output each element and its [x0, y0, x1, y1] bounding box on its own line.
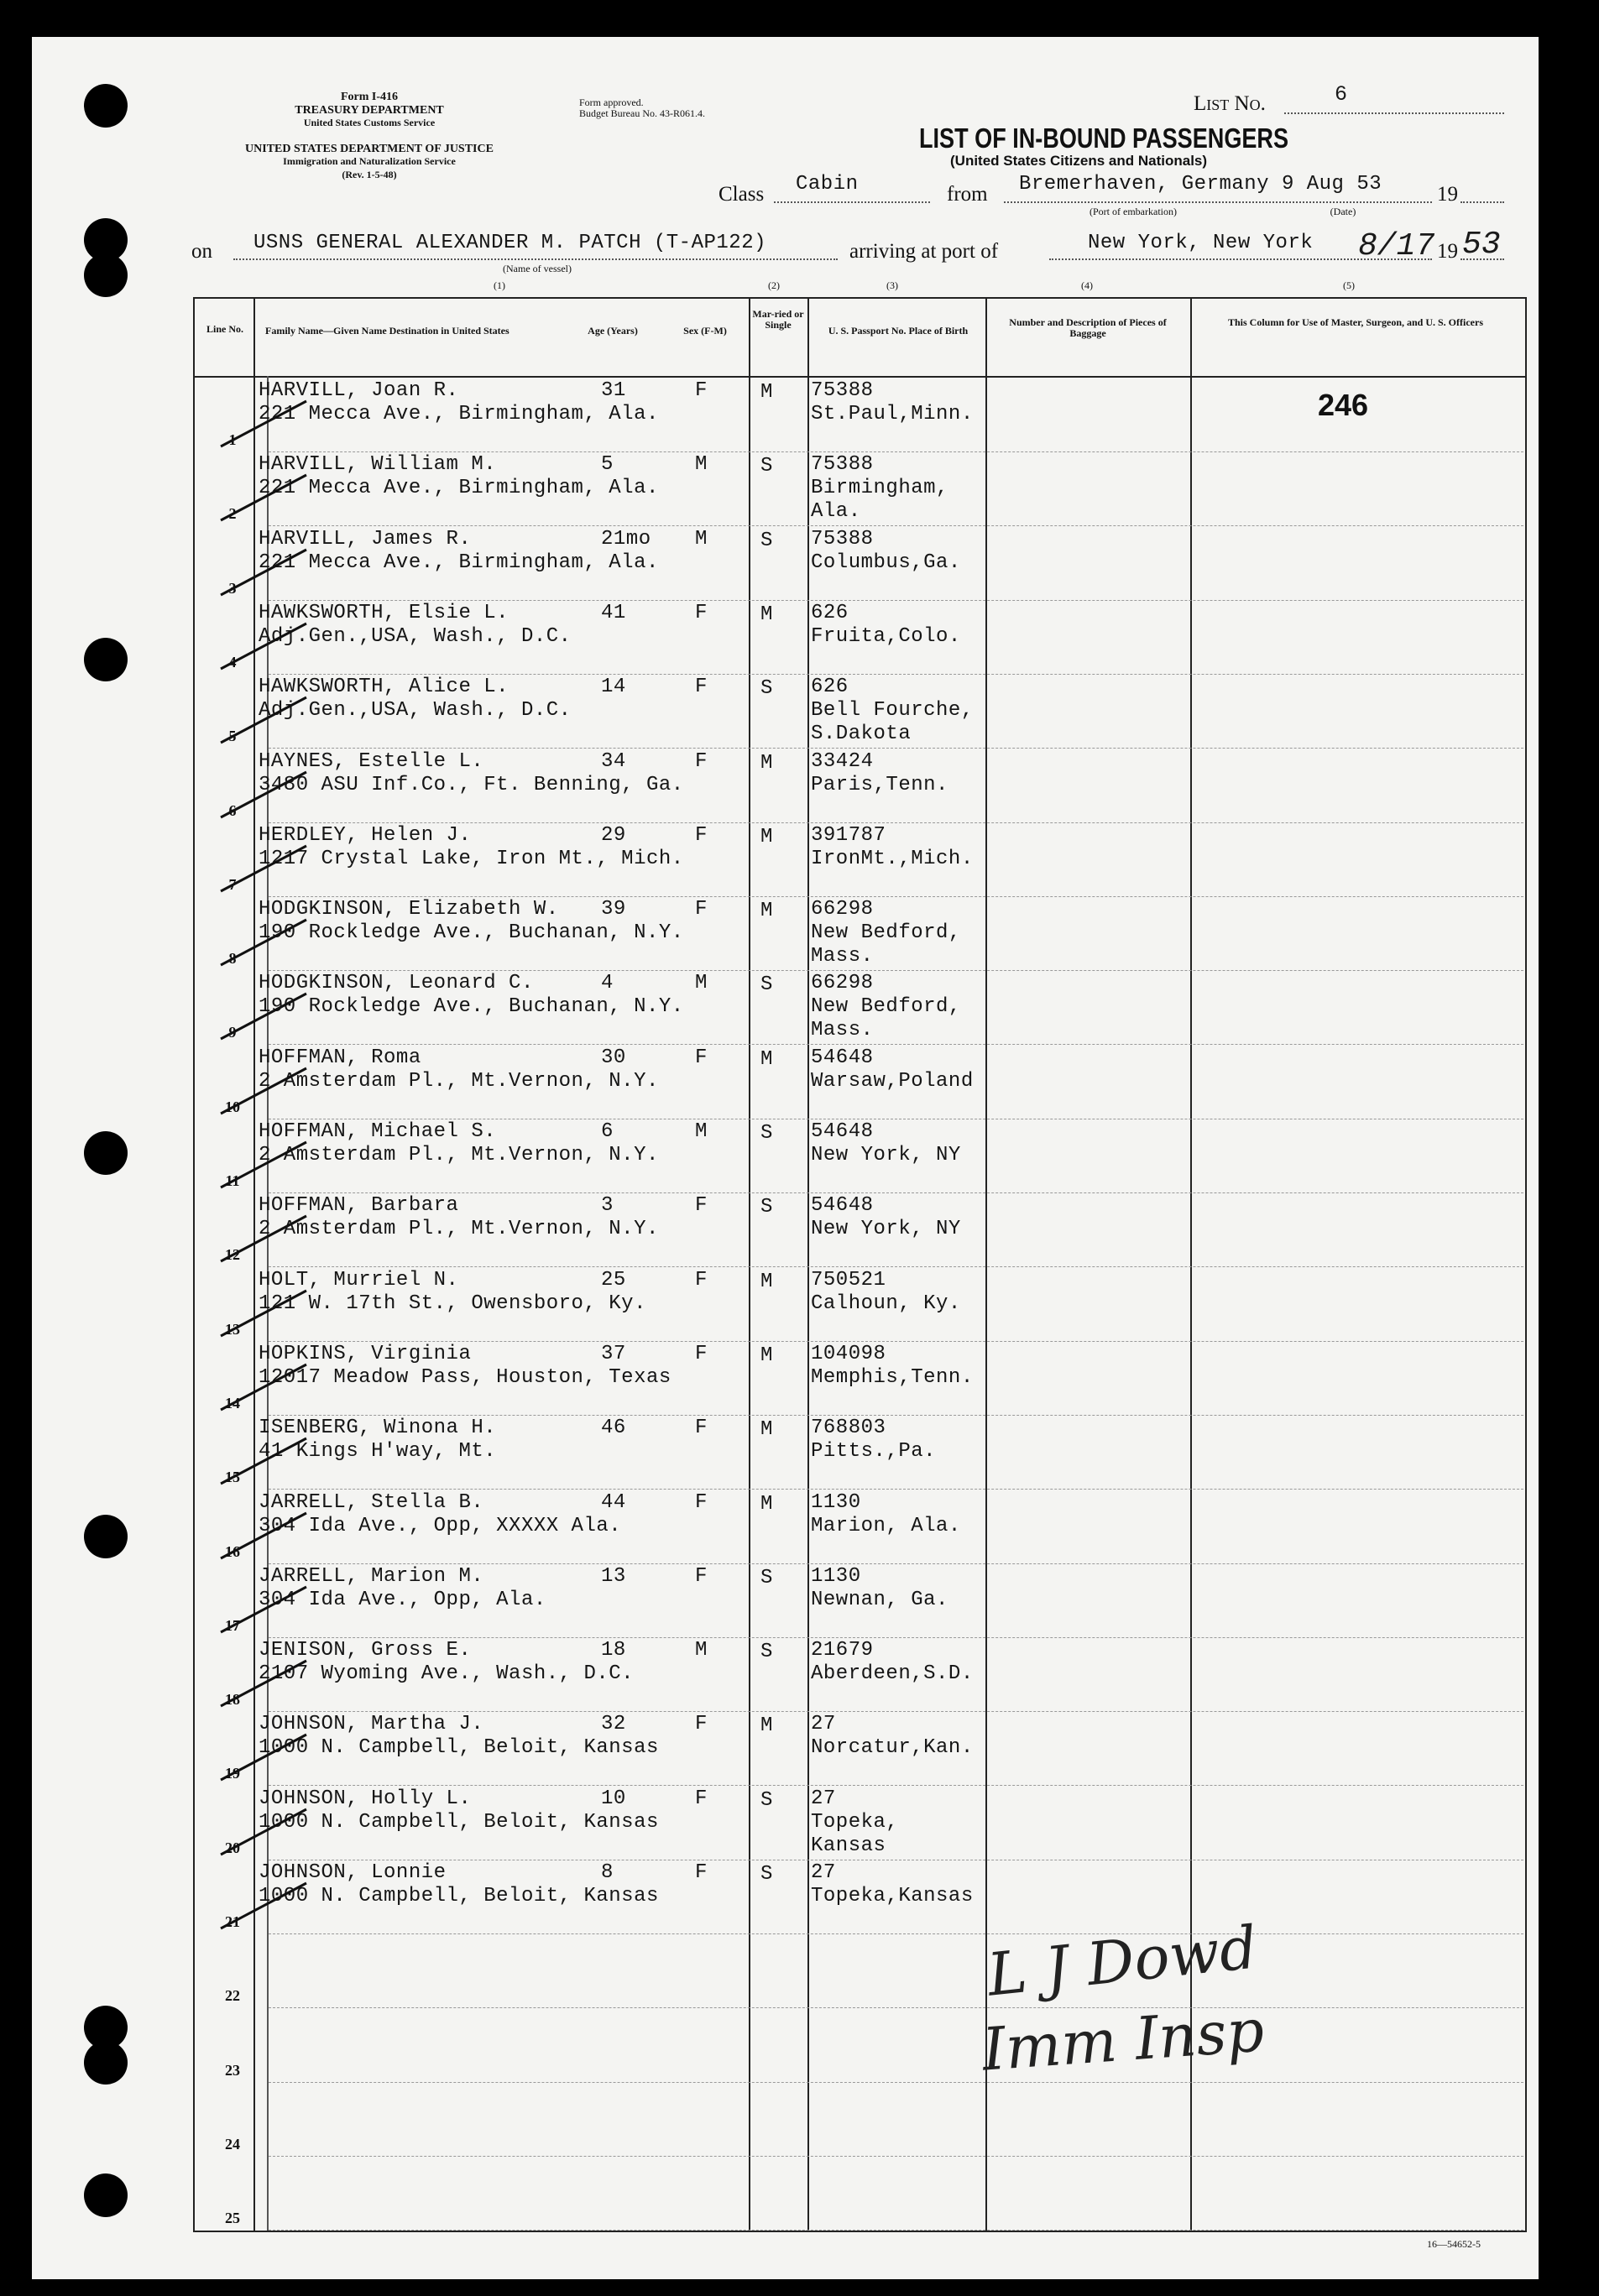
- passenger-name: HOFFMAN, Roma: [259, 1046, 421, 1069]
- check-mark: [214, 1432, 315, 1490]
- place-of-birth: Warsaw,Poland: [811, 1070, 974, 1093]
- passenger-name: JENISON, Gross E.: [259, 1639, 472, 1662]
- marital-status: S: [760, 1196, 773, 1218]
- column-number-4: (4): [1081, 279, 1093, 291]
- arriving-label: arriving at port of: [849, 240, 999, 263]
- passenger-destination: 1000 N. Campbell, Beloit, Kansas: [259, 1811, 659, 1834]
- place-of-birth: Columbus,Ga.: [811, 551, 961, 574]
- form-number: Form I-416: [340, 91, 399, 103]
- passport-number: 626: [811, 676, 849, 698]
- line-number: 15: [225, 1469, 240, 1485]
- check-mark: [214, 543, 315, 602]
- treasury-department: TREASURY DEPARTMENT: [295, 104, 444, 117]
- place-of-birth: Norcatur,Kan.: [811, 1736, 974, 1759]
- check-mark: [214, 394, 315, 453]
- manifest-table: [193, 297, 1527, 2232]
- embarkation-value: Bremerhaven, Germany 9 Aug 53: [1019, 173, 1382, 196]
- place-of-birth: IronMt.,Mich.: [811, 848, 974, 870]
- passenger-age: 29: [601, 824, 626, 847]
- passport-number: 27: [811, 1861, 836, 1884]
- passenger-age: 4: [601, 972, 614, 994]
- passenger-sex: M: [695, 972, 708, 994]
- officer-stamp-number: 246: [1318, 388, 1369, 422]
- year-prefix: 19: [1437, 183, 1458, 206]
- check-mark: [214, 1506, 315, 1565]
- line-number: 17: [225, 1617, 240, 1634]
- punch-hole: [84, 2041, 128, 2085]
- check-mark: [214, 617, 315, 676]
- row-rule: [269, 1933, 1523, 1934]
- revision-note: (Rev. 1-5-48): [342, 169, 397, 180]
- passenger-sex: F: [695, 1269, 708, 1292]
- budget-bureau: Budget Bureau No. 43-R061.4.: [579, 107, 705, 119]
- passenger-sex: F: [695, 1787, 708, 1810]
- passenger-age: 37: [601, 1343, 626, 1365]
- passenger-sex: F: [695, 1194, 708, 1217]
- check-mark: [214, 1580, 315, 1639]
- manifest-title: LIST OF IN-BOUND PASSENGERS: [919, 123, 1289, 154]
- place-of-birth: New York, NY: [811, 1144, 961, 1166]
- passenger-name: JOHNSON, Martha J.: [259, 1713, 484, 1735]
- passenger-destination: 41 Kings H'way, Mt.: [259, 1440, 497, 1463]
- passenger-destination: 304 Ida Ave., Opp, XXXXX Ala.: [259, 1515, 622, 1537]
- place-of-birth: Birmingham, Ala.: [811, 477, 948, 523]
- col-header-passport: U. S. Passport No. Place of Birth: [828, 325, 969, 337]
- passenger-destination: 121 W. 17th St., Owensboro, Ky.: [259, 1292, 646, 1315]
- passenger-sex: F: [695, 1713, 708, 1735]
- check-mark: [214, 1135, 315, 1194]
- line-number: 2: [228, 505, 237, 522]
- passenger-sex: F: [695, 1343, 708, 1365]
- passenger-name: HAWKSWORTH, Alice L.: [259, 676, 509, 698]
- passenger-destination: 2107 Wyoming Ave., Wash., D.C.: [259, 1662, 635, 1685]
- passenger-name: HOPKINS, Virginia: [259, 1343, 472, 1365]
- passenger-sex: F: [695, 898, 708, 921]
- from-underline: [1004, 201, 1432, 203]
- marital-status: M: [760, 1048, 773, 1071]
- passenger-destination: 304 Ida Ave., Opp, Ala.: [259, 1589, 546, 1611]
- col-header-married: Mar-ried or Single: [752, 308, 804, 331]
- passport-number: 75388: [811, 453, 874, 476]
- check-mark: [214, 1209, 315, 1268]
- arrival-date: 8/17: [1358, 228, 1435, 264]
- passport-number: 75388: [811, 379, 874, 402]
- passenger-name: HERDLEY, Helen J.: [259, 824, 472, 847]
- row-rule: [269, 1266, 1523, 1267]
- passenger-destination: 221 Mecca Ave., Birmingham, Ala.: [259, 551, 659, 574]
- place-of-birth: New Bedford, Mass.: [811, 921, 961, 968]
- department-of-justice: UNITED STATES DEPARTMENT OF JUSTICE: [245, 143, 494, 155]
- marital-status: S: [760, 1641, 773, 1663]
- passport-number: 66298: [811, 972, 874, 994]
- class-label: Class: [719, 183, 765, 206]
- place-of-birth: Topeka, Kansas: [811, 1811, 899, 1857]
- column-number-1: (1): [494, 279, 505, 291]
- row-rule: [269, 748, 1523, 749]
- passport-number: 75388: [811, 528, 874, 551]
- line-number: 12: [225, 1246, 240, 1263]
- passenger-destination: Adj.Gen.,USA, Wash., D.C.: [259, 625, 572, 648]
- immigration-service: Immigration and Naturalization Service: [283, 155, 456, 167]
- passport-number: 54648: [811, 1046, 874, 1069]
- marital-status: M: [760, 603, 773, 626]
- check-mark: [214, 468, 315, 527]
- passport-number: 27: [811, 1713, 836, 1735]
- passport-number: 104098: [811, 1343, 886, 1365]
- check-mark: [214, 691, 315, 749]
- col-header-line: Line No.: [206, 323, 243, 335]
- passenger-destination: 2 Amsterdam Pl., Mt.Vernon, N.Y.: [259, 1218, 659, 1240]
- passenger-age: 32: [601, 1713, 626, 1735]
- check-mark: [214, 839, 315, 898]
- port-embarkation-note: (Port of embarkation): [1090, 206, 1177, 217]
- passenger-age: 5: [601, 453, 614, 476]
- arrival-year: 53: [1462, 227, 1501, 263]
- line-number: 10: [225, 1098, 240, 1115]
- col-header-officers: This Column for Use of Master, Surgeon, and U. S. Officers: [1227, 316, 1483, 328]
- passenger-age: 14: [601, 676, 626, 698]
- marital-status: S: [760, 1789, 773, 1812]
- line-number: 8: [228, 950, 237, 967]
- marital-status: S: [760, 1863, 773, 1886]
- passenger-age: 13: [601, 1565, 626, 1588]
- check-mark: [214, 1062, 315, 1120]
- vessel-underline: [233, 258, 838, 260]
- column-number-3: (3): [886, 279, 898, 291]
- list-no-underline: [1284, 112, 1504, 114]
- passport-number: 626: [811, 602, 849, 624]
- passenger-destination: Adj.Gen.,USA, Wash., D.C.: [259, 699, 572, 722]
- place-of-birth: Bell Fourche, S.Dakota: [811, 699, 974, 745]
- line-number: 14: [225, 1395, 240, 1412]
- line-number: 13: [225, 1321, 240, 1338]
- row-rule: [269, 1489, 1523, 1490]
- place-of-birth: St.Paul,Minn.: [811, 403, 974, 425]
- line-number: 19: [225, 1765, 240, 1782]
- column-number-2: (2): [768, 279, 780, 291]
- passenger-name: HARVILL, James R.: [259, 528, 472, 551]
- punch-hole: [84, 2173, 128, 2217]
- marital-status: M: [760, 1271, 773, 1293]
- passenger-age: 6: [601, 1120, 614, 1143]
- passenger-sex: F: [695, 379, 708, 402]
- passenger-age: 39: [601, 898, 626, 921]
- passenger-destination: 12017 Meadow Pass, Houston, Texas: [259, 1366, 671, 1389]
- col-header-name: Family Name—Given Name Destination in United States: [265, 325, 509, 337]
- passenger-name: HODGKINSON, Elizabeth W.: [259, 898, 559, 921]
- passenger-age: 18: [601, 1639, 626, 1662]
- line-number: 25: [225, 2210, 240, 2226]
- passport-number: 750521: [811, 1269, 886, 1292]
- check-mark: [214, 1728, 315, 1787]
- place-of-birth: New Bedford, Mass.: [811, 995, 961, 1041]
- marital-status: M: [760, 381, 773, 404]
- place-of-birth: Topeka,Kansas: [811, 1885, 974, 1907]
- passenger-destination: 1000 N. Campbell, Beloit, Kansas: [259, 1885, 659, 1907]
- marital-status: M: [760, 900, 773, 922]
- passport-number: 54648: [811, 1120, 874, 1143]
- passenger-destination: 190 Rockledge Ave., Buchanan, N.Y.: [259, 995, 684, 1018]
- line-number: 3: [228, 580, 237, 597]
- marital-status: S: [760, 973, 773, 996]
- line-number: 18: [225, 1691, 240, 1708]
- row-rule: [269, 1785, 1523, 1786]
- marital-status: S: [760, 1122, 773, 1145]
- arrival-port: New York, New York: [1088, 232, 1314, 254]
- passenger-age: 46: [601, 1417, 626, 1439]
- marital-status: S: [760, 455, 773, 477]
- marital-status: M: [760, 1714, 773, 1737]
- check-mark: [214, 987, 315, 1046]
- passenger-age: 8: [601, 1861, 614, 1884]
- passenger-age: 10: [601, 1787, 626, 1810]
- place-of-birth: Calhoun, Ky.: [811, 1292, 961, 1315]
- passenger-destination: 221 Mecca Ave., Birmingham, Ala.: [259, 403, 659, 425]
- passenger-sex: F: [695, 1565, 708, 1588]
- marital-status: S: [760, 530, 773, 552]
- passenger-sex: M: [695, 453, 708, 476]
- punch-hole: [84, 84, 128, 128]
- customs-service: United States Customs Service: [303, 117, 436, 128]
- passenger-age: 34: [601, 750, 626, 773]
- col-header-sex: Sex (F-M): [683, 325, 727, 337]
- passenger-destination: 221 Mecca Ave., Birmingham, Ala.: [259, 477, 659, 499]
- passenger-age: 3: [601, 1194, 614, 1217]
- passport-number: 27: [811, 1787, 836, 1810]
- marital-status: S: [760, 1567, 773, 1589]
- date-note: (Date): [1330, 206, 1356, 217]
- line-number: 4: [228, 654, 237, 671]
- passenger-sex: F: [695, 1491, 708, 1514]
- vessel-note: (Name of vessel): [503, 263, 572, 274]
- manifest-subtitle: (United States Citizens and Nationals): [950, 153, 1208, 169]
- col-divider: [749, 297, 750, 2231]
- passenger-sex: F: [695, 750, 708, 773]
- punch-hole: [84, 1131, 128, 1175]
- passenger-age: 30: [601, 1046, 626, 1069]
- col-header-baggage: Number and Description of Pieces of Baggage: [1009, 316, 1167, 339]
- header-rule: [193, 376, 1525, 378]
- marital-status: S: [760, 677, 773, 700]
- inspector-title-signature: Imm Insp: [980, 1996, 1267, 2085]
- passenger-destination: 2 Amsterdam Pl., Mt.Vernon, N.Y.: [259, 1070, 659, 1093]
- row-rule: [269, 2156, 1523, 2157]
- passport-number: 33424: [811, 750, 874, 773]
- row-rule: [269, 2007, 1523, 2008]
- footer-print-code: 16—54652-5: [1427, 2238, 1481, 2250]
- passport-number: 1130: [811, 1565, 861, 1588]
- line-number: 5: [228, 728, 237, 744]
- line-number: 21: [225, 1913, 240, 1930]
- passenger-sex: F: [695, 1046, 708, 1069]
- place-of-birth: Newnan, Ga.: [811, 1589, 948, 1611]
- passenger-name: JARRELL, Stella B.: [259, 1491, 484, 1514]
- passenger-name: HARVILL, Joan R.: [259, 379, 459, 402]
- col-divider: [807, 297, 809, 2231]
- list-number: 6: [1335, 82, 1348, 107]
- line-number: 7: [228, 876, 237, 893]
- place-of-birth: New York, NY: [811, 1218, 961, 1240]
- passport-number: 54648: [811, 1194, 874, 1217]
- check-mark: [214, 765, 315, 824]
- from-label: from: [947, 183, 988, 206]
- passenger-name: JARRELL, Marion M.: [259, 1565, 484, 1588]
- place-of-birth: Aberdeen,S.D.: [811, 1662, 974, 1685]
- passenger-sex: F: [695, 676, 708, 698]
- on-label: on: [191, 240, 212, 263]
- passport-number: 391787: [811, 824, 886, 847]
- vessel-name: USNS GENERAL ALEXANDER M. PATCH (T-AP122): [253, 232, 766, 254]
- passenger-destination: 1217 Crystal Lake, Iron Mt., Mich.: [259, 848, 684, 870]
- passenger-sex: M: [695, 1120, 708, 1143]
- passenger-sex: M: [695, 528, 708, 551]
- passenger-name: HAYNES, Estelle L.: [259, 750, 484, 773]
- passport-number: 768803: [811, 1417, 886, 1439]
- passenger-age: 25: [601, 1269, 626, 1292]
- marital-status: M: [760, 826, 773, 848]
- passenger-age: 21mo: [601, 528, 651, 551]
- punch-hole: [84, 253, 128, 297]
- class-underline: [774, 201, 930, 203]
- passenger-destination: 3480 ASU Inf.Co., Ft. Benning, Ga.: [259, 774, 684, 796]
- punch-hole: [84, 638, 128, 681]
- row-rule: [269, 525, 1523, 526]
- passenger-destination: 2 Amsterdam Pl., Mt.Vernon, N.Y.: [259, 1144, 659, 1166]
- check-mark: [214, 1803, 315, 1861]
- line-number: 1: [228, 431, 237, 448]
- check-mark: [214, 1284, 315, 1343]
- arrival-year-prefix: 19: [1437, 240, 1458, 263]
- passport-number: 21679: [811, 1639, 874, 1662]
- row-rule: [269, 1044, 1523, 1045]
- marital-status: M: [760, 1493, 773, 1516]
- list-no-label: List No.: [1194, 92, 1266, 115]
- passenger-destination: 1000 N. Campbell, Beloit, Kansas: [259, 1736, 659, 1759]
- place-of-birth: Fruita,Colo.: [811, 625, 961, 648]
- place-of-birth: Paris,Tenn.: [811, 774, 948, 796]
- inspector-signature: L J Dowd: [984, 1912, 1261, 2010]
- line-number: 24: [225, 2136, 240, 2152]
- passenger-name: HODGKINSON, Leonard C.: [259, 972, 534, 994]
- year-underline: [1461, 201, 1504, 203]
- column-number-5: (5): [1343, 279, 1355, 291]
- form-approved: Form approved.: [579, 97, 644, 108]
- passenger-sex: F: [695, 824, 708, 847]
- passenger-age: 41: [601, 602, 626, 624]
- passenger-destination: 190 Rockledge Ave., Buchanan, N.Y.: [259, 921, 684, 944]
- check-mark: [214, 1358, 315, 1417]
- row-rule: [269, 2082, 1523, 2083]
- check-mark: [214, 1654, 315, 1713]
- place-of-birth: Marion, Ala.: [811, 1515, 961, 1537]
- check-mark: [214, 913, 315, 972]
- line-number: 23: [225, 2062, 240, 2079]
- passenger-name: HARVILL, William M.: [259, 453, 497, 476]
- line-number: 6: [228, 802, 237, 819]
- line-number: 11: [225, 1172, 240, 1189]
- punch-hole: [84, 1515, 128, 1558]
- col-header-age: Age (Years): [588, 325, 638, 337]
- check-mark: [214, 1876, 315, 1935]
- place-of-birth: Pitts.,Pa.: [811, 1440, 937, 1463]
- passenger-name: JOHNSON, Holly L.: [259, 1787, 472, 1810]
- line-number: 22: [225, 1987, 240, 2004]
- passenger-age: 44: [601, 1491, 626, 1514]
- passport-number: 66298: [811, 898, 874, 921]
- line-number: 20: [225, 1839, 240, 1856]
- marital-status: M: [760, 752, 773, 775]
- class-value: Cabin: [796, 173, 859, 196]
- passenger-age: 31: [601, 379, 626, 402]
- line-number: 16: [225, 1543, 240, 1560]
- line-number: 9: [228, 1024, 237, 1041]
- marital-status: M: [760, 1344, 773, 1367]
- passenger-name: JOHNSON, Lonnie: [259, 1861, 447, 1884]
- place-of-birth: Memphis,Tenn.: [811, 1366, 974, 1389]
- marital-status: M: [760, 1418, 773, 1441]
- passenger-sex: F: [695, 1861, 708, 1884]
- passenger-sex: M: [695, 1639, 708, 1662]
- passenger-name: HOFFMAN, Barbara: [259, 1194, 459, 1217]
- passenger-name: HAWKSWORTH, Elsie L.: [259, 602, 509, 624]
- passenger-name: HOLT, Murriel N.: [259, 1269, 459, 1292]
- passenger-name: ISENBERG, Winona H.: [259, 1417, 497, 1439]
- passenger-sex: F: [695, 1417, 708, 1439]
- row-rule: [269, 2230, 1523, 2231]
- passenger-sex: F: [695, 602, 708, 624]
- passport-number: 1130: [811, 1491, 861, 1514]
- passenger-name: HOFFMAN, Michael S.: [259, 1120, 497, 1143]
